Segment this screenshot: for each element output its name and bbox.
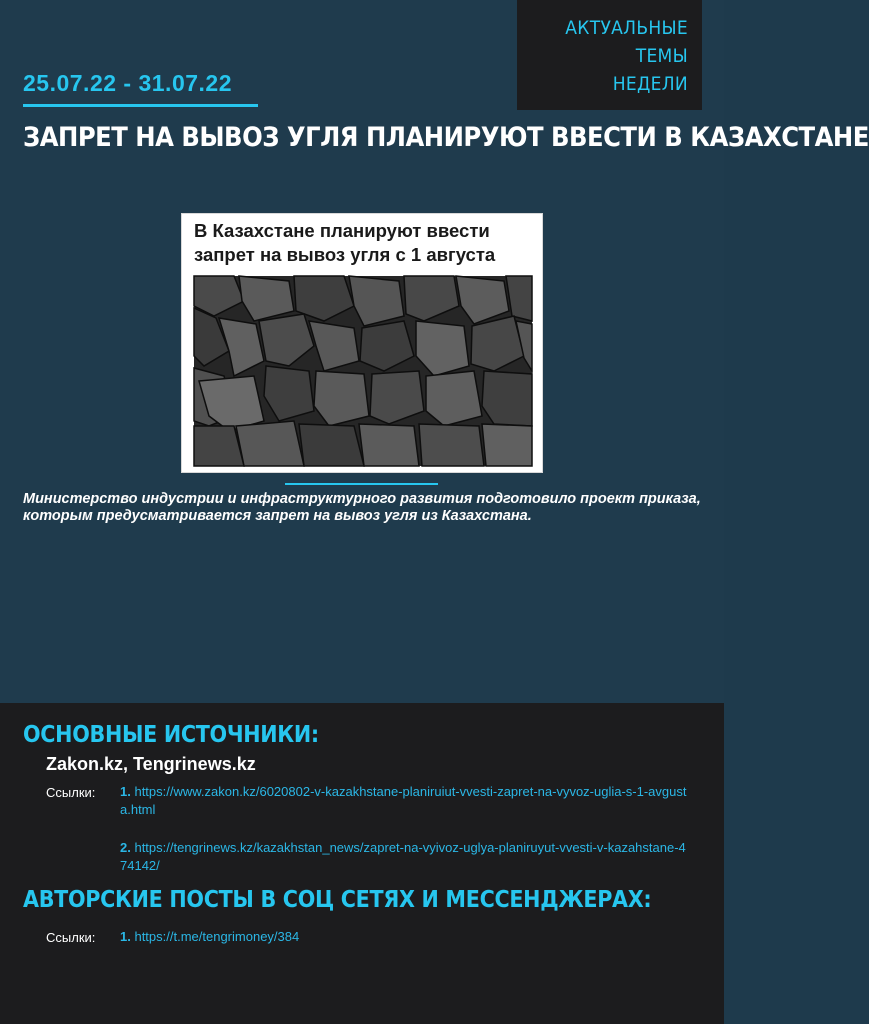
source-link-2[interactable]	[120, 839, 690, 875]
link-url[interactable]: https://www.zakon.kz/6020802-v-kazakhstane-planiruiut-vvesti-zapret-na-vyvoz-uglia-s-1-avgusta.html	[120, 784, 687, 817]
news-description: Министерство индустрии и инфраструктурного развития подготовило проект приказа, которым предусматривается запрет на вывоз угля из Казахстана.	[23, 491, 701, 524]
author-posts-heading: АВТОРСКИЕ ПОСТЫ В СОЦ СЕТЯХ И МЕССЕНДЖЕРАХ:	[23, 887, 652, 913]
date-underline	[23, 104, 258, 107]
news-card-headline-line-2: запрет на вывоз угля с 1 августа	[194, 244, 496, 265]
link-number: 1.	[120, 784, 131, 799]
link-number: 2.	[120, 840, 131, 855]
news-card	[181, 213, 543, 473]
card-underline	[285, 483, 438, 485]
news-card-headline-line-1: В Казахстане планируют ввести	[194, 220, 490, 241]
source-names: Zakon.kz, Tengrinews.kz	[46, 754, 256, 774]
sources-heading: ОСНОВНЫЕ ИСТОЧНИКИ:	[23, 722, 319, 748]
link-number: 1.	[120, 929, 131, 944]
page-title: ЗАПРЕТ НА ВЫВОЗ УГЛЯ ПЛАНИРУЮТ ВВЕСТИ В КАЗАХСТАНЕ	[23, 122, 869, 153]
coal-photo	[194, 276, 532, 466]
badge-line-1: АКТУАЛЬНЫЕ ТЕМЫ	[565, 17, 688, 67]
date-range: 25.07.22 - 31.07.22	[23, 70, 232, 96]
author-links-label: Ссылки:	[46, 930, 96, 945]
author-link-1[interactable]	[120, 928, 690, 946]
news-card-headline	[194, 219, 539, 267]
links-label: Ссылки:	[46, 785, 96, 800]
coal-image	[194, 276, 532, 466]
link-url[interactable]: https://t.me/tengrimoney/384	[134, 929, 300, 944]
badge-line-2: НЕДЕЛИ	[612, 73, 688, 95]
link-url[interactable]: https://tengrinews.kz/kazakhstan_news/zapret-na-vyivoz-uglya-planiruyut-vvesti-v-kazahstane-474142/	[120, 840, 686, 873]
weekly-topics-badge	[517, 0, 702, 110]
source-link-1[interactable]	[120, 783, 690, 819]
